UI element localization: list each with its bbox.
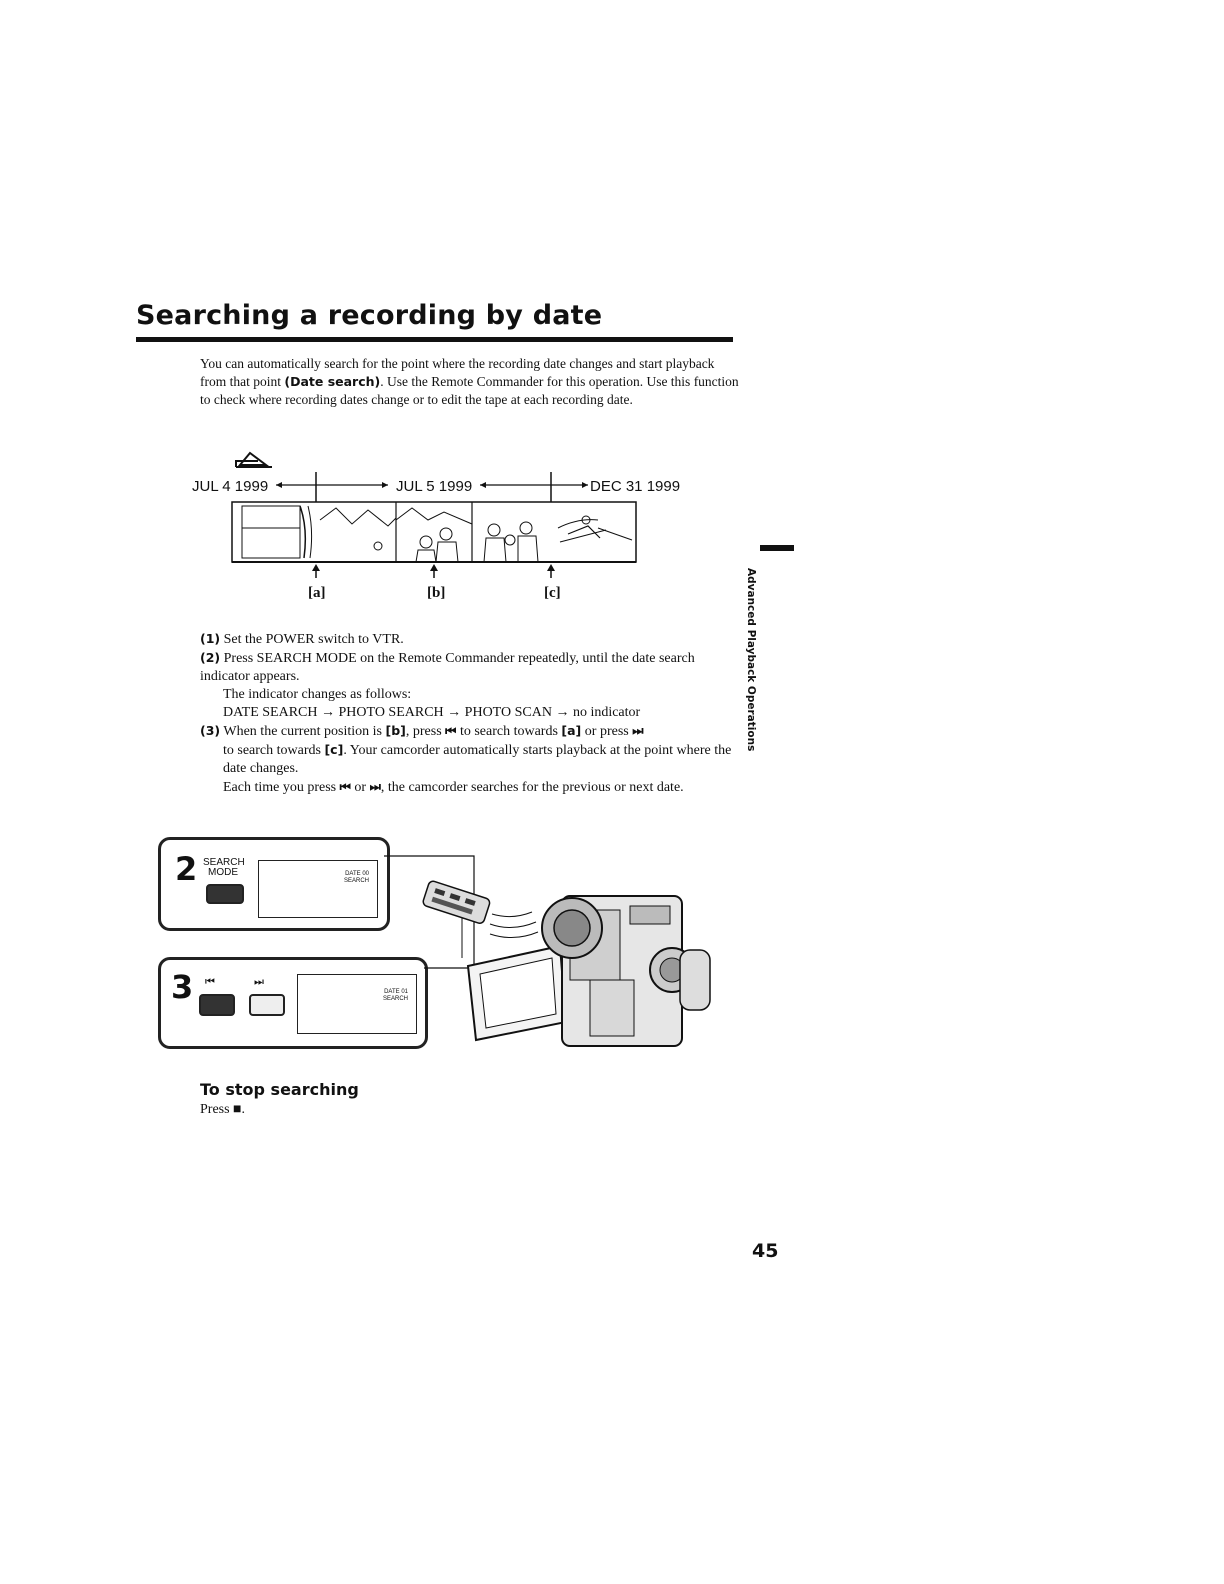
panel-step-2 (158, 837, 390, 931)
step-3-note-2: or (350, 780, 370, 795)
intro-text-after: . Use the Remote Commander for this operation. Use this function to check where recording dates change or to edit the tape at each recording date. (200, 374, 739, 407)
arrow-icon: → (321, 705, 339, 720)
stop-searching-text: Press ■. (200, 1102, 246, 1117)
step-2-number: (2) (200, 650, 221, 665)
tape-timeline-diagram (228, 468, 648, 583)
search-mode-button[interactable] (206, 884, 244, 904)
indicator-line1: DATE 00 (345, 871, 369, 877)
search-mode-label-line1: SEARCH (203, 857, 245, 868)
previous-icon: ⏮ (445, 723, 457, 738)
sequence-no-indicator: no indicator (572, 705, 641, 720)
step-3-continued (200, 741, 740, 778)
step-1-text: Set the POWER switch to VTR. (223, 632, 404, 647)
rewind-icon: ⏮ (205, 976, 215, 988)
step-3-text-4: or press (581, 724, 633, 739)
step-3-text-5: to search towards (223, 743, 325, 758)
sequence-photo-scan: PHOTO SCAN (464, 705, 552, 720)
intro-bold-term: (Date search) (284, 374, 381, 389)
page-title: Searching a recording by date (136, 300, 603, 331)
step-3-note (200, 778, 740, 797)
sequence-date-search: DATE SEARCH (223, 705, 318, 720)
tape-direction-icon (234, 450, 274, 470)
arrow-icon: → (447, 705, 465, 720)
sequence-photo-search: PHOTO SEARCH (338, 705, 444, 720)
marker-c: [c] (544, 585, 561, 601)
step-3-text-3: to search towards (456, 724, 562, 739)
step-3-text-6: . Your camcorder automatically starts playback at the point where the date changes. (223, 743, 732, 776)
indicator-line1: DATE 01 (384, 989, 408, 995)
step-2-text: Press SEARCH MODE on the Remote Commander repeatedly, until the date search indicator appears. (200, 651, 695, 684)
next-icon: ⏭ (632, 723, 644, 738)
step-3-text-2: , press (405, 724, 446, 739)
step-3-position-a: [a] (561, 723, 582, 738)
step-3-text-1: When the current position is (223, 724, 386, 739)
step-2-indicator-sequence (200, 704, 740, 722)
arrow-icon: → (555, 705, 573, 720)
step-3-position-b: [b] (385, 723, 406, 738)
stop-searching-heading: To stop searching (200, 1080, 359, 1099)
indicator-line2: SEARCH (343, 878, 369, 884)
marker-b: [b] (427, 585, 446, 601)
date-label-jul5: JUL 5 1999 (396, 478, 473, 495)
date-search-indicator (344, 871, 369, 885)
date-label-dec31: DEC 31 1999 (590, 478, 681, 495)
section-tab-marker (760, 545, 794, 551)
step-3-position-c: [c] (324, 742, 344, 757)
page-number: 45 (752, 1240, 779, 1262)
search-mode-label (203, 858, 245, 878)
step-3-note-1: Each time you press (223, 780, 340, 795)
step-2 (200, 649, 740, 686)
step-1 (200, 630, 740, 649)
search-mode-label-line2: MODE (208, 867, 238, 878)
fast-forward-icon: ⏭ (254, 976, 264, 988)
step-1-number: (1) (200, 631, 221, 646)
date-label-jul4: JUL 4 1999 (192, 478, 269, 495)
next-icon: ⏭ (369, 779, 381, 794)
next-button[interactable] (249, 994, 285, 1016)
intro-text-before: You can automatically search for the point where the recording date changes and start playback from that point (200, 356, 715, 389)
title-rule (136, 337, 733, 342)
previous-button[interactable] (199, 994, 235, 1016)
lcd-screen (258, 860, 378, 918)
panel-2-number: 2 (175, 850, 198, 888)
step-3-note-3: , the camcorder searches for the previous or next date. (380, 780, 684, 795)
remote-commander (422, 880, 491, 925)
marker-a: [a] (308, 585, 326, 601)
step-3-number: (3) (200, 723, 221, 738)
intro-paragraph (200, 355, 740, 409)
indicator-line2: SEARCH (382, 996, 408, 1002)
step-3 (200, 722, 740, 741)
section-tab-label: Advanced Playback Operations (745, 568, 757, 752)
camcorder-illustration (380, 850, 740, 1060)
previous-icon: ⏮ (339, 779, 351, 794)
step-2-indicator-intro: The indicator changes as follows: (223, 687, 412, 702)
steps-list (200, 630, 740, 797)
panel-3-number: 3 (171, 968, 194, 1006)
